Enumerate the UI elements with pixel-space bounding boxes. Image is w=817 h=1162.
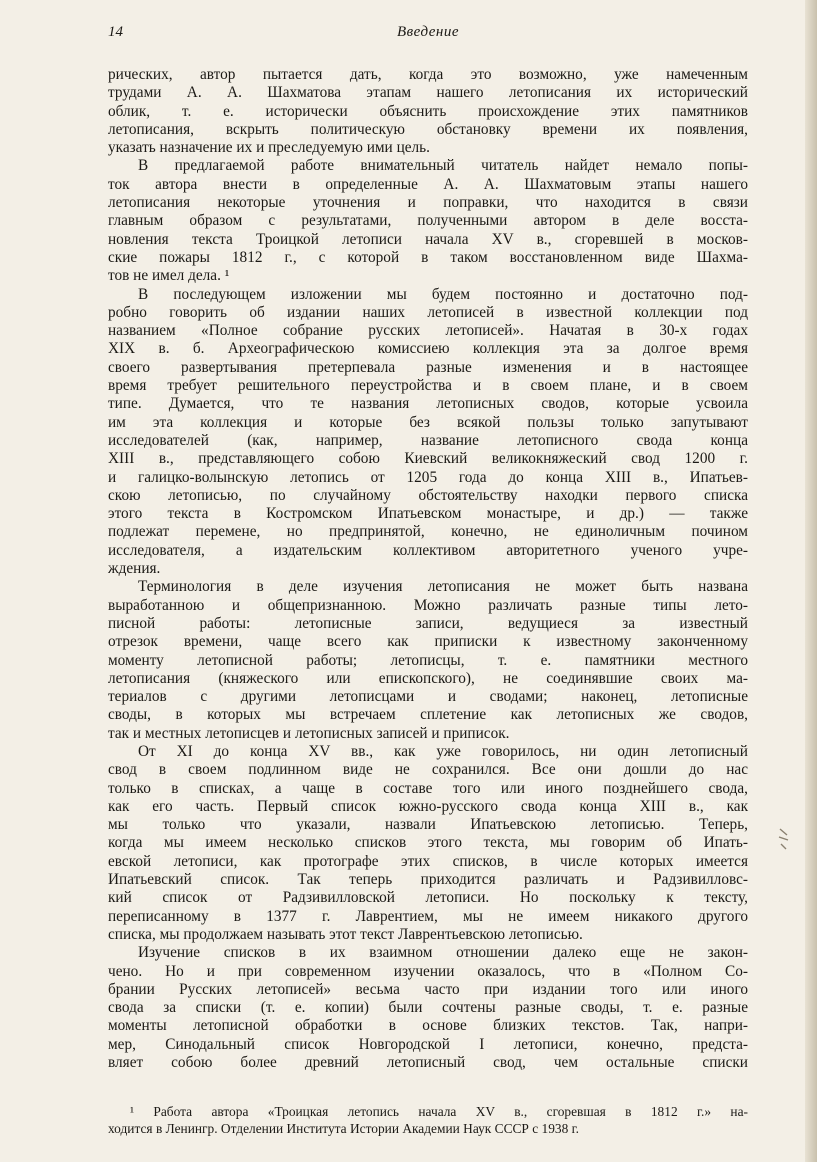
text-line: чено. Но и при современном изучении оказалось, что в «Полном Со- [108, 962, 748, 980]
text-line: подлежат перемене, но предпринятой, конечно, не единоличным почином [108, 523, 748, 541]
paragraph [108, 944, 748, 1072]
text-line: только в списках, а чаще в составе того или иного позднейшего свода, [108, 779, 748, 797]
text-line: им эта коллекция и которые без всякой пользы только запутывают [108, 413, 748, 431]
text-line: отрезок времени, чаще всего как приписки к известному законченному [108, 633, 748, 651]
text-line: XIX в. б. Археографическою комиссиею коллекция эта за долгое время [108, 340, 748, 358]
text-line: брании Русских летописей» весьма часто при издании того или иного [108, 980, 748, 998]
running-head: Введение [397, 24, 459, 40]
text-line: главным образом с результатами, полученными автором в деле восста- [108, 212, 748, 230]
paragraph [108, 286, 748, 579]
text-line: летописания некоторые уточнения и поправки, что находится в связи [108, 194, 748, 212]
text-line: новления текста Троицкой летописи начала XV в., сгоревшей в москов- [108, 230, 748, 248]
text-line: От XI до конца XV вв., как уже говорилось, ни один летописный [138, 742, 748, 760]
text-line: исследователей (как, например, название летописного свода конца [108, 431, 748, 449]
text-line: названием «Полное собрание русских летописей». Начатая в 30-х годах [108, 322, 748, 340]
paragraph [108, 743, 748, 944]
footnote [108, 1103, 748, 1137]
paragraph [108, 66, 748, 157]
text-line: скою летописью, по случайному обстоятельству находки первого списка [108, 486, 748, 504]
text-line: как его часть. Первый список южно-русского свода конца XIII в., как [108, 797, 748, 815]
footnote-line: ходится в Ленингр. Отделении Института Истории Академии Наук СССР с 1938 г. [108, 1121, 579, 1136]
text-line: вляет собою более древний летописный свод, чем остальные списки [108, 1054, 748, 1072]
text-line: мер, Синодальный список Новгородской I летописи, конечно, предста- [108, 1035, 748, 1053]
text-line: Терминология в деле изучения летописания не может быть названа [138, 578, 748, 596]
text-line: робно говорить об издании наших летописей в известной коллекции под [108, 303, 748, 321]
text-line: XIII в., представляющего собою Киевский великокняжеский свод 1200 г. [108, 450, 748, 468]
text-line: трудами А. А. Шахматова этапам нашего летописания их исторический [108, 84, 748, 102]
text-line: исследователя, а издательским коллективом авторитетного ученого учре- [108, 541, 748, 559]
text-line: тов не имел дела. ¹ [108, 267, 230, 285]
text-line: моменту летописной работы; летописцы, т. е. памятники местного [108, 651, 748, 669]
text-line: так и местных летописцев и летописных записей и приписок. [108, 724, 510, 742]
text-line: ские пожары 1812 г., с которой в таком восстановленном виде Шахма- [108, 248, 748, 266]
text-line: когда мы имеем несколько списков этого текста, мы говорим об Ипать- [108, 834, 748, 852]
text-line: время требует решительного переустройства и в своем плане, и в своем [108, 377, 748, 395]
margin-pencil-mark [776, 826, 792, 852]
text-line: выработанною и общепризнанною. Можно различать разные типы лето- [108, 596, 748, 614]
text-line: Ипатьевский список. Так теперь приходится различать и Радзивилловс- [108, 871, 748, 889]
text-line: свода за списки (т. е. копии) были сочтены разные своды, т. е. разные [108, 999, 748, 1017]
text-line: облик, т. е. исторически объяснить происхождение этих памятников [108, 102, 748, 120]
text-line: мы только что указали, назвали Ипатьевскою летописью. Теперь, [108, 816, 748, 834]
text-line: кий список от Радзивилловской летописи. Но поскольку к тексту, [108, 889, 748, 907]
text-line: летописания, вскрыть политическую обстановку времени их появления, [108, 120, 748, 138]
text-line: В предлагаемой работе внимательный читатель найдет немало попы- [138, 157, 748, 175]
text-line: своего развертывания претерпевала разные изменения и в настоящее [108, 358, 748, 376]
text-line: свод в своем подлинном виде не сохранился. Все они дошли до нас [108, 761, 748, 779]
text-line: ток автора внести в определенные А. А. Шахматовым этапы нашего [108, 175, 748, 193]
text-line: переписанному в 1377 г. Лаврентием, мы не имеем никакого другого [108, 907, 748, 925]
text-line: этого текста в Костромском Ипатьевском монастыре, и др.) — также [108, 505, 748, 523]
text-line: летописания (княжеского или епископского), не соединявшие своих ма- [108, 669, 748, 687]
text-line: В последующем изложении мы будем постоянно и достаточно под- [138, 285, 748, 303]
text-line: ждения. [108, 560, 161, 578]
page-header [108, 24, 748, 46]
text-line: своды, в которых мы встречаем сплетение как летописных же сводов, [108, 706, 748, 724]
body-text [108, 66, 748, 1072]
paragraph [108, 578, 748, 743]
text-line: евской летописи, как протографе этих списков, в числе которых имеется [108, 852, 748, 870]
text-line: териалов с другими летописцами и сводами; наконец, летописные [108, 688, 748, 706]
text-line: моменты летописной обработки в основе близких текстов. Так, напри- [108, 1017, 748, 1035]
text-line: писной работы: летописные записи, ведущиеся за известный [108, 614, 748, 632]
text-line: Изучение списков в их взаимном отношении далеко еще не закон- [138, 944, 748, 962]
text-line: списка, мы продолжаем называть этот текст Лаврентьевскою летописью. [108, 925, 583, 943]
text-line: типе. Думается, что те названия летописных сводов, которые усвоила [108, 395, 748, 413]
footnote-line: ¹ Работа автора «Троицкая летопись начала XV в., сгоревшая в 1812 г.» на- [130, 1104, 748, 1119]
paragraph [108, 157, 748, 285]
text-line: указать назначение их и преследуемую ими цель. [108, 139, 430, 157]
text-line: и галицко-волынскую летопись от 1205 года до конца XIII в., Ипатьев- [108, 468, 748, 486]
page-edge-shadow [805, 0, 817, 1162]
page-number: 14 [108, 24, 123, 40]
text-line: рических, автор пытается дать, когда это возможно, уже намеченным [108, 66, 748, 83]
